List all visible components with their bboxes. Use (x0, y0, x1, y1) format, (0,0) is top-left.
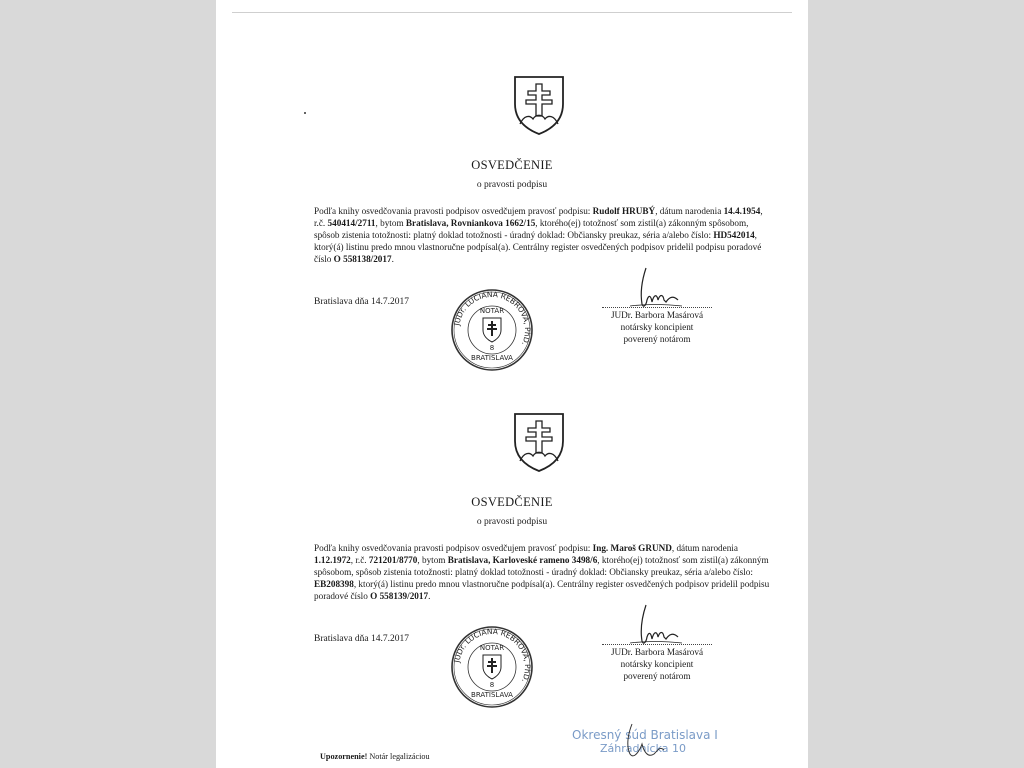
signer-block (602, 646, 712, 682)
slovak-coat-of-arms-icon (512, 411, 566, 473)
paragraph-bold-run: O 558138/2017 (333, 254, 392, 265)
paragraph-bold-run: HD542014 (713, 230, 755, 241)
court-stamp-line1: Okresný súd Bratislava I (572, 728, 718, 742)
court-stamp-line2: Záhradnícka 10 (600, 742, 686, 755)
scan-edge-line (232, 12, 792, 13)
slovak-coat-of-arms-icon (512, 74, 566, 136)
stamp-number: 8 (489, 681, 495, 689)
paragraph-text-run: . (428, 591, 431, 602)
signer-block (602, 309, 712, 345)
paragraph-bold-run: 14.4.1954 (723, 206, 761, 216)
paragraph-bold-run: Rudolf HRUBÝ (592, 206, 656, 216)
certificate-title: OSVEDČENIE (471, 495, 553, 509)
signer-name: JUDr. Barbora Masárová (610, 647, 704, 657)
paragraph-bold-run: EB208398 (314, 579, 354, 590)
paragraph-bold-run: Bratislava, Karloveské rameno 3498/6 (447, 555, 598, 566)
paragraph-text-run: , bytom (375, 218, 406, 229)
stamp-ring-text: JUDr. LUCIANA REBROVÁ, PhD. (452, 626, 533, 684)
certificate-title: OSVEDČENIE (471, 158, 553, 172)
certificate-subtitle: o pravosti podpisu (476, 180, 548, 190)
paragraph-text-run: , dátum narodenia (671, 543, 738, 553)
warning-text: Notár legalizáciou (367, 752, 430, 761)
paragraph-bold-run: Bratislava, Rovniankova 1662/15 (405, 218, 536, 229)
signer-authority: poverený notárom (623, 334, 691, 344)
stamp-role: NOTÁR (479, 307, 505, 315)
handwritten-signature (616, 603, 696, 649)
signature-line (602, 644, 712, 645)
paragraph-text-run: , dátum narodenia (655, 206, 724, 216)
paragraph-text-run: , ktorého(ej) totožnosť som zistil(a) zákonným spôsobom, spôsob zistenia totožnosti: platný doklad totožnosti - úradný doklad: Občiansky preukaz, séria a/alebo číslo: (314, 555, 769, 578)
signer-authority: poverený notárom (623, 671, 691, 681)
stamp-role: NOTÁR (479, 644, 505, 652)
paragraph-bold-run: 1.12.1972 (314, 555, 351, 566)
stamp-coat-icon (483, 318, 501, 342)
signature-line (602, 307, 712, 308)
notary-stamp (450, 288, 534, 372)
paragraph-text-run: . (391, 254, 394, 265)
paragraph-text-run: , ktorého(ej) totožnosť som zistil(a) zákonným spôsobom, spôsob zistenia totožnosti: platný doklad totožnosti - úradný doklad: Občiansky preukaz, séria a/alebo číslo: (314, 218, 749, 241)
stamp-city: BRATISLAVA (471, 354, 513, 362)
certificate-paragraph (314, 205, 774, 265)
stamp-number: 8 (489, 344, 495, 352)
document-page (216, 0, 808, 768)
court-handwritten-signature (612, 720, 668, 766)
warning-label: Upozornenie! (320, 752, 368, 761)
paragraph-bold-run: 721201/8770 (368, 555, 418, 566)
place-date: Bratislava dňa 14.7.2017 (314, 634, 409, 644)
paragraph-bold-run: O 558139/2017 (370, 591, 429, 602)
certificate-paragraph (314, 542, 774, 602)
place-date: Bratislava dňa 14.7.2017 (314, 297, 409, 307)
scan-speck (304, 112, 306, 114)
signer-role: notársky koncipient (620, 322, 694, 332)
paragraph-text-run: , r.č. (350, 555, 369, 566)
paragraph-text-run: , ktorý(á) listinu predo mnou vlastnoručne podpísal(a). Centrálny register osvedčených podpisov pridelil podpisu poradové číslo (314, 579, 770, 602)
paragraph-text-run: Podľa knihy osvedčovania pravosti podpisov osvedčujem pravosť podpisu: (314, 206, 593, 216)
stamp-coat-icon (483, 655, 501, 679)
notary-stamp (450, 625, 534, 709)
signer-role: notársky koncipient (620, 659, 694, 669)
paragraph-text-run: , bytom (417, 555, 448, 566)
paragraph-bold-run: 540414/2711 (327, 218, 376, 229)
stamp-city: BRATISLAVA (471, 691, 513, 699)
paragraph-text-run: , ktorý(á) listinu predo mnou vlastnoručne podpísal(a). Centrálny register osvedčených podpisov pridelil podpisu poradové číslo (314, 230, 762, 265)
stamp-ring-text: JUDr. LUCIANA REBROVÁ, PhD. (452, 289, 533, 347)
footer-warning (320, 752, 430, 761)
signer-name: JUDr. Barbora Masárová (610, 310, 704, 320)
certificate-subtitle: o pravosti podpisu (476, 517, 548, 527)
paragraph-text-run: Podľa knihy osvedčovania pravosti podpisov osvedčujem pravosť podpisu: (314, 543, 593, 553)
paragraph-bold-run: Ing. Maroš GRUND (592, 543, 672, 553)
handwritten-signature (616, 266, 696, 312)
paragraph-text-run: , r.č. (314, 206, 763, 229)
